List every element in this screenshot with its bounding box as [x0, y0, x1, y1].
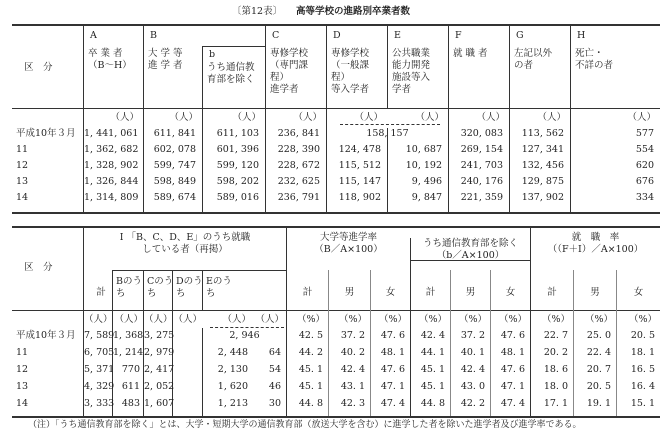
- table-cell: 320, 083: [460, 128, 503, 139]
- unit-label: （%）: [628, 314, 657, 325]
- table-cell: 42. 5: [298, 330, 323, 341]
- table-cell: 5, 371: [84, 364, 115, 375]
- table-cell: 1, 607: [144, 398, 175, 409]
- table-cell: 42. 4: [460, 364, 485, 375]
- unit-label: （人）: [415, 112, 444, 123]
- table-cell: 127, 341: [521, 144, 564, 155]
- subcolumn-header: 男: [465, 287, 476, 298]
- table-cell: 20. 5: [630, 330, 655, 341]
- table-cell: 9, 496: [411, 176, 442, 187]
- column-header: 左記以外 の者: [514, 48, 553, 71]
- unit-label: （人）: [354, 112, 383, 123]
- table-cell: 9, 847: [411, 192, 442, 203]
- table-cell: 2, 417: [144, 364, 175, 375]
- table-cell: 48. 1: [380, 347, 405, 358]
- table-cell: 44. 2: [298, 347, 323, 358]
- column-header: 卒 業 者 （B～H）: [88, 48, 132, 71]
- column-header: 専修学校 （一般課程） 等入学者: [331, 48, 370, 95]
- unit-label: （%）: [498, 314, 527, 325]
- table-cell: 601, 396: [216, 144, 259, 155]
- column-letter: G: [516, 30, 524, 41]
- table-cell: 1, 441, 061: [84, 128, 139, 139]
- unit-label: （人）: [84, 314, 113, 325]
- table-cell: 44. 8: [298, 398, 323, 409]
- unit-label: （人）: [144, 314, 173, 325]
- column-letter: A: [90, 30, 97, 41]
- column-header: 就 職 者: [453, 48, 488, 59]
- table-cell: 1, 328, 902: [84, 160, 139, 171]
- table-cell: 10, 192: [405, 160, 442, 171]
- table-cell: 17. 1: [543, 398, 568, 409]
- table-cell: 113, 562: [521, 128, 564, 139]
- group-rate2-header: うち通信教育部を除く （b／A×100）: [422, 238, 518, 261]
- table-cell: 236, 841: [277, 128, 320, 139]
- column-letter: D: [333, 30, 341, 41]
- unit-label: （%）: [458, 314, 487, 325]
- table-cell-merged: 2, 946: [229, 330, 260, 341]
- table-cell: 620: [635, 160, 654, 171]
- table-cell: 599, 120: [216, 160, 259, 171]
- table-cell: 334: [635, 192, 654, 203]
- subcolumn-header: 計: [96, 287, 106, 298]
- unit-label: （人）: [222, 314, 251, 325]
- table-cell: 1, 620: [217, 381, 248, 392]
- column-header: 公共職業 能力開発 施設等入 学者: [392, 48, 431, 95]
- table-cell: 228, 390: [277, 144, 320, 155]
- unit-label: （人）: [169, 112, 198, 123]
- subcolumn-header: 女: [505, 287, 516, 298]
- table-cell: 20. 2: [543, 347, 568, 358]
- table-cell: 15. 1: [630, 398, 655, 409]
- table-cell: 115, 512: [338, 160, 381, 171]
- table-cell: 599, 747: [153, 160, 196, 171]
- table-cell: 47. 4: [500, 398, 525, 409]
- table-cell: 240, 176: [460, 176, 503, 187]
- column-header: うち通信教 育部を除く: [207, 62, 255, 85]
- unit-label: （人）: [110, 112, 139, 123]
- table-cell: 1, 214: [113, 347, 144, 358]
- subcolumn-header: 男: [344, 287, 355, 298]
- table-cell: 241, 703: [460, 160, 503, 171]
- table-cell: 18. 1: [630, 347, 655, 358]
- table-cell: 42. 3: [340, 398, 365, 409]
- subcolumn-header: 男: [590, 287, 600, 298]
- table-cell: 42. 2: [460, 398, 485, 409]
- unit-label: （人）: [255, 314, 284, 325]
- row-year: 平成10年３月: [16, 330, 76, 341]
- table-cell: 124, 478: [338, 144, 381, 155]
- column-letter: E: [394, 30, 401, 41]
- table-cell: 47. 6: [500, 330, 525, 341]
- table-cell: 47. 4: [380, 398, 405, 409]
- row-year: 11: [16, 347, 29, 358]
- table-cell: 48. 1: [500, 347, 525, 358]
- table-cell: 2, 130: [217, 364, 248, 375]
- subcolumn-header: 女: [633, 287, 644, 298]
- group-i-header: I 「B、C、D、E」のうち就職 している者（再掲）: [119, 232, 251, 255]
- unit-label: （%）: [338, 314, 367, 325]
- table-cell: 42. 4: [340, 364, 365, 375]
- table-cell: 10, 687: [405, 144, 442, 155]
- table-cell: 115, 147: [338, 176, 381, 187]
- table-cell: 770: [121, 364, 140, 375]
- table-cell: 40. 2: [340, 347, 365, 358]
- table-cell: 1, 213: [217, 398, 248, 409]
- column-header: 大 学 等 進 学 者: [148, 48, 183, 71]
- row-year: 11: [16, 144, 29, 155]
- row-year: 12: [16, 160, 29, 171]
- table-cell: 611, 103: [216, 128, 259, 139]
- table-cell: 6, 705: [84, 347, 115, 358]
- table-cell: 118, 902: [338, 192, 381, 203]
- subcolumn-header: 計: [302, 287, 313, 298]
- column-header: 専修学校 （専門課程） 進学者: [270, 48, 309, 95]
- table-cell: 37. 2: [460, 330, 485, 341]
- table-cell: 64: [268, 347, 281, 358]
- table-cell: 40. 1: [460, 347, 485, 358]
- table-cell: 1, 368: [113, 330, 144, 341]
- subcolumn-header: Bのう ち: [116, 276, 142, 299]
- table-cell: 22. 7: [543, 330, 568, 341]
- row-year: 12: [16, 364, 29, 375]
- table-cell: 132, 456: [521, 160, 564, 171]
- table-cell: 137, 902: [521, 192, 564, 203]
- column-letter: H: [577, 30, 586, 41]
- table-cell: 42. 4: [420, 330, 445, 341]
- unit-label: （%）: [378, 314, 407, 325]
- column-letter: C: [272, 30, 280, 41]
- table-cell: 2, 052: [144, 381, 175, 392]
- unit-label: （人）: [232, 112, 261, 123]
- table-cell: 54: [268, 364, 281, 375]
- table-cell: 483: [121, 398, 140, 409]
- table-cell: 1, 314, 809: [84, 192, 139, 203]
- table-cell: 45. 1: [298, 364, 323, 375]
- table-cell: 236, 791: [277, 192, 320, 203]
- table-cell: 3, 333: [84, 398, 115, 409]
- group-rate3-header: 就 職 率 （（F＋I）／A×100）: [547, 232, 644, 255]
- row-year: 13: [16, 381, 29, 392]
- subcolumn-header: Cのう ち: [147, 276, 174, 299]
- subcolumn-header: 計: [547, 287, 557, 298]
- table-cell: 30: [268, 398, 281, 409]
- table-cell: 45. 1: [420, 381, 445, 392]
- table-cell: 1, 326, 844: [84, 176, 139, 187]
- table-cell: 16. 4: [630, 381, 655, 392]
- row-year: 13: [16, 176, 29, 187]
- column-header: 死亡・ 不詳の者: [575, 48, 614, 71]
- row-header-label: 区 分: [24, 62, 53, 73]
- group-rate1-header: 大学等進学率 （B／A×100）: [314, 232, 383, 255]
- table-cell: 46: [268, 381, 281, 392]
- table-cell: 577: [635, 128, 654, 139]
- table-cell: 18. 6: [543, 364, 568, 375]
- column-letter: b: [209, 49, 216, 60]
- column-letter: B: [150, 30, 157, 41]
- table-cell: 47. 1: [380, 381, 405, 392]
- table-cell: 602, 078: [153, 144, 196, 155]
- table-cell: 45. 1: [420, 364, 445, 375]
- table-cell: 129, 875: [521, 176, 564, 187]
- table-cell: 47. 1: [500, 381, 525, 392]
- table-cell: 44. 1: [420, 347, 445, 358]
- row-header-label-2: 区 分: [24, 262, 53, 273]
- table-cell: 18. 0: [543, 381, 568, 392]
- row-year: 14: [16, 192, 29, 203]
- table-cell: 611: [121, 381, 140, 392]
- table-cell: 43. 1: [340, 381, 365, 392]
- table-cell: 7, 589: [84, 330, 115, 341]
- table-cell: 2, 979: [144, 347, 175, 358]
- table-cell: 20. 5: [586, 381, 611, 392]
- table-cell: 47. 6: [500, 364, 525, 375]
- subcolumn-header: Dのう ち: [176, 276, 203, 299]
- unit-label: （人）: [627, 112, 656, 123]
- table-cell: 3, 275: [144, 330, 175, 341]
- table-cell: 22. 4: [586, 347, 611, 358]
- table-cell: 4, 329: [84, 381, 115, 392]
- table-cell: 44. 8: [420, 398, 445, 409]
- table-cell: 25. 0: [586, 330, 611, 341]
- unit-label: （人）: [293, 112, 322, 123]
- table-number: 〔第12表〕: [232, 6, 283, 17]
- table-cell: 598, 849: [153, 176, 196, 187]
- table-cell: 232, 625: [277, 176, 320, 187]
- subcolumn-header: 計: [425, 287, 436, 298]
- subcolumn-header: Eのう ち: [206, 276, 232, 299]
- table-cell: 589, 016: [216, 192, 259, 203]
- table-cell: 269, 154: [460, 144, 503, 155]
- unit-label: （人）: [173, 314, 202, 325]
- table-cell: 598, 202: [216, 176, 259, 187]
- unit-label: （%）: [418, 314, 447, 325]
- table-cell: 47. 6: [380, 330, 405, 341]
- page-title: 高等学校の進路別卒業者数: [296, 6, 411, 17]
- table-cell: 16. 5: [630, 364, 655, 375]
- unit-label: （%）: [584, 314, 613, 325]
- table-cell: 19. 1: [586, 398, 611, 409]
- table-cell: 20. 7: [586, 364, 611, 375]
- table-cell: 228, 672: [277, 160, 320, 171]
- table-cell: 45. 1: [298, 381, 323, 392]
- unit-label: （%）: [296, 314, 325, 325]
- table-cell: 221, 359: [460, 192, 503, 203]
- table-cell: 589, 674: [153, 192, 196, 203]
- row-year: 14: [16, 398, 29, 409]
- table-cell-merged: 158, 157: [366, 128, 409, 139]
- table-cell: 37. 2: [340, 330, 365, 341]
- table-cell: 554: [635, 144, 654, 155]
- column-letter: F: [455, 30, 462, 41]
- unit-label: （人）: [114, 314, 143, 325]
- unit-label: （人）: [476, 112, 505, 123]
- table-cell: 2, 448: [217, 347, 248, 358]
- unit-label: （人）: [537, 112, 566, 123]
- unit-label: （%）: [541, 314, 570, 325]
- footnote: （注）「うち通信教育部を除く」とは、大学・短期大学の通信教育部（放送大学を含む）に進学した者を除いた進学者及び進学率である。: [28, 420, 582, 430]
- subcolumn-header: 女: [385, 287, 396, 298]
- table-cell: 47. 6: [380, 364, 405, 375]
- table-cell: 1, 362, 682: [84, 144, 139, 155]
- table-cell: 676: [635, 176, 654, 187]
- row-year: 平成10年３月: [16, 128, 76, 139]
- table-cell: 611, 841: [153, 128, 196, 139]
- table-cell: 43. 0: [460, 381, 485, 392]
